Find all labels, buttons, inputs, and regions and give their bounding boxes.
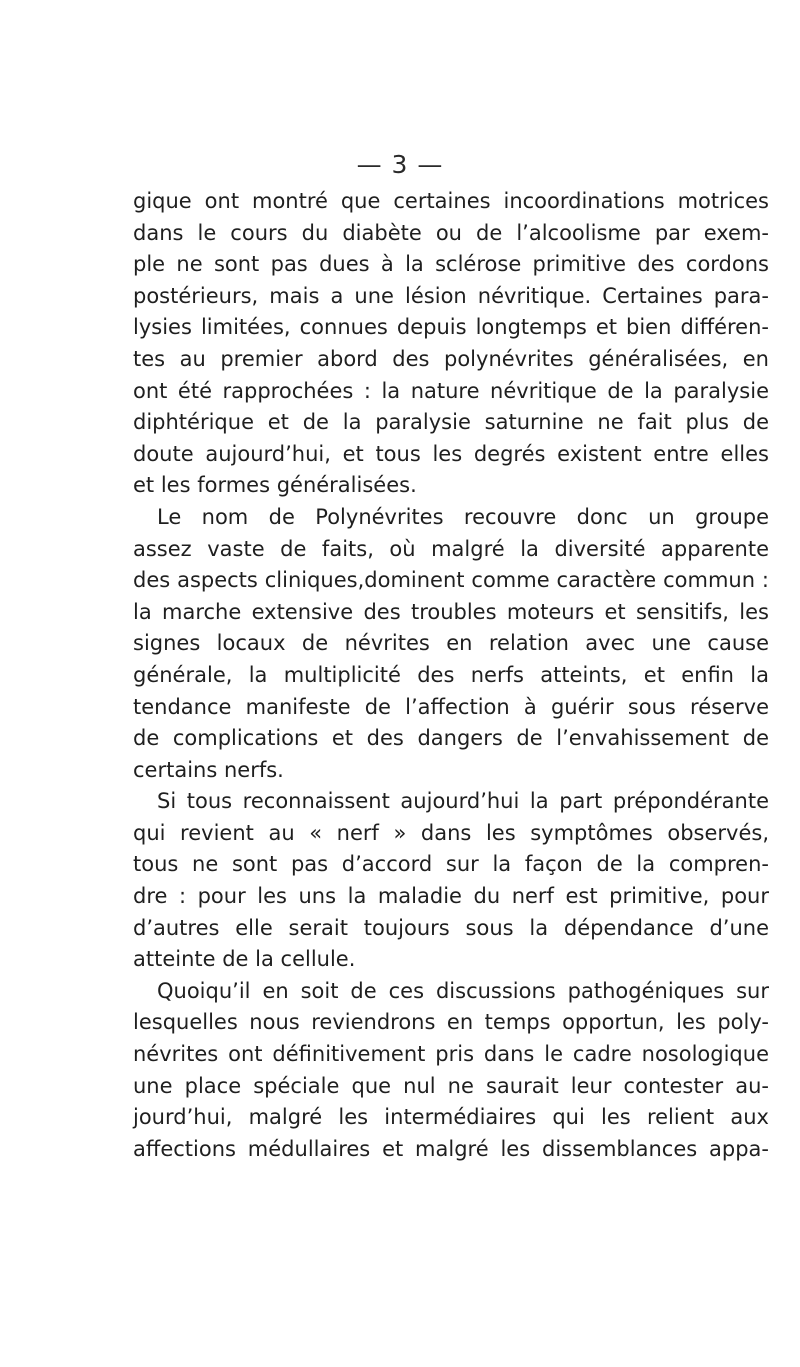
- text-line: et les formes généralisées.: [133, 473, 417, 498]
- page-number: — 3 —: [356, 150, 444, 179]
- text-line: assez vaste de faits, où malgré la diversité apparente: [133, 536, 769, 561]
- paragraph-2: [133, 502, 769, 786]
- text-line: générale, la multiplicité des nerfs atteints, et enfin la: [133, 662, 769, 687]
- text-line: atteinte de la cellule.: [133, 947, 356, 972]
- text-line: lesquelles nous reviendrons en temps opportun, les poly-: [133, 1010, 769, 1035]
- text-line: affections médullaires et malgré les dissemblances appa-: [133, 1136, 769, 1161]
- text-line: lysies limitées, connues depuis longtemps et bien différen-: [133, 315, 769, 340]
- text-line: diphtérique et de la paralysie saturnine ne fait plus de: [133, 410, 769, 435]
- text-line: dans le cours du diabète ou de l’alcoolisme par exem-: [133, 220, 769, 245]
- text-line: jourd’hui, malgré les intermédiaires qui les relient aux: [133, 1105, 769, 1130]
- text-line: tous ne sont pas d’accord sur la façon de la compren-: [133, 852, 769, 877]
- text-line: des aspects cliniques,dominent comme caractère commun :: [133, 568, 769, 593]
- text-line: postérieurs, mais a une lésion névritique. Certaines para-: [133, 283, 769, 308]
- text-line: Si tous reconnaissent aujourd’hui la part prépondérante: [157, 789, 769, 814]
- text-line: certains nerfs.: [133, 757, 284, 782]
- body-text: [133, 186, 769, 1165]
- paragraph-1: [133, 186, 769, 502]
- paragraph-3: [133, 786, 769, 976]
- text-line: Quoiqu’il en soit de ces discussions pathogéniques sur: [157, 978, 769, 1003]
- text-line: la marche extensive des troubles moteurs et sensitifs, les: [133, 599, 769, 624]
- text-line: d’autres elle serait toujours sous la dépendance d’une: [133, 915, 769, 940]
- text-line: névrites ont définitivement pris dans le cadre nosologique: [133, 1042, 769, 1067]
- text-line: de complications et des dangers de l’envahissement de: [133, 726, 769, 751]
- text-line: qui revient au « nerf » dans les symptômes observés,: [133, 820, 769, 845]
- text-line: Le nom de Polynévrites recouvre donc un groupe: [157, 504, 769, 529]
- paragraph-4: [133, 976, 769, 1166]
- text-line: signes locaux de névrites en relation avec une cause: [133, 631, 769, 656]
- text-line: doute aujourd’hui, et tous les degrés existent entre elles: [133, 441, 769, 466]
- text-line: dre : pour les uns la maladie du nerf est primitive, pour: [133, 884, 769, 909]
- text-line: ple ne sont pas dues à la sclérose primitive des cordons: [133, 252, 769, 277]
- text-line: gique ont montré que certaines incoordinations motrices: [133, 189, 769, 213]
- text-line: tes au premier abord des polynévrites généralisées, en: [133, 346, 769, 371]
- text-line: tendance manifeste de l’affection à guérir sous réserve: [133, 694, 769, 719]
- text-line: une place spéciale que nul ne saurait leur contester au-: [133, 1073, 769, 1098]
- text-line: ont été rapprochées : la nature névritique de la paralysie: [133, 378, 769, 403]
